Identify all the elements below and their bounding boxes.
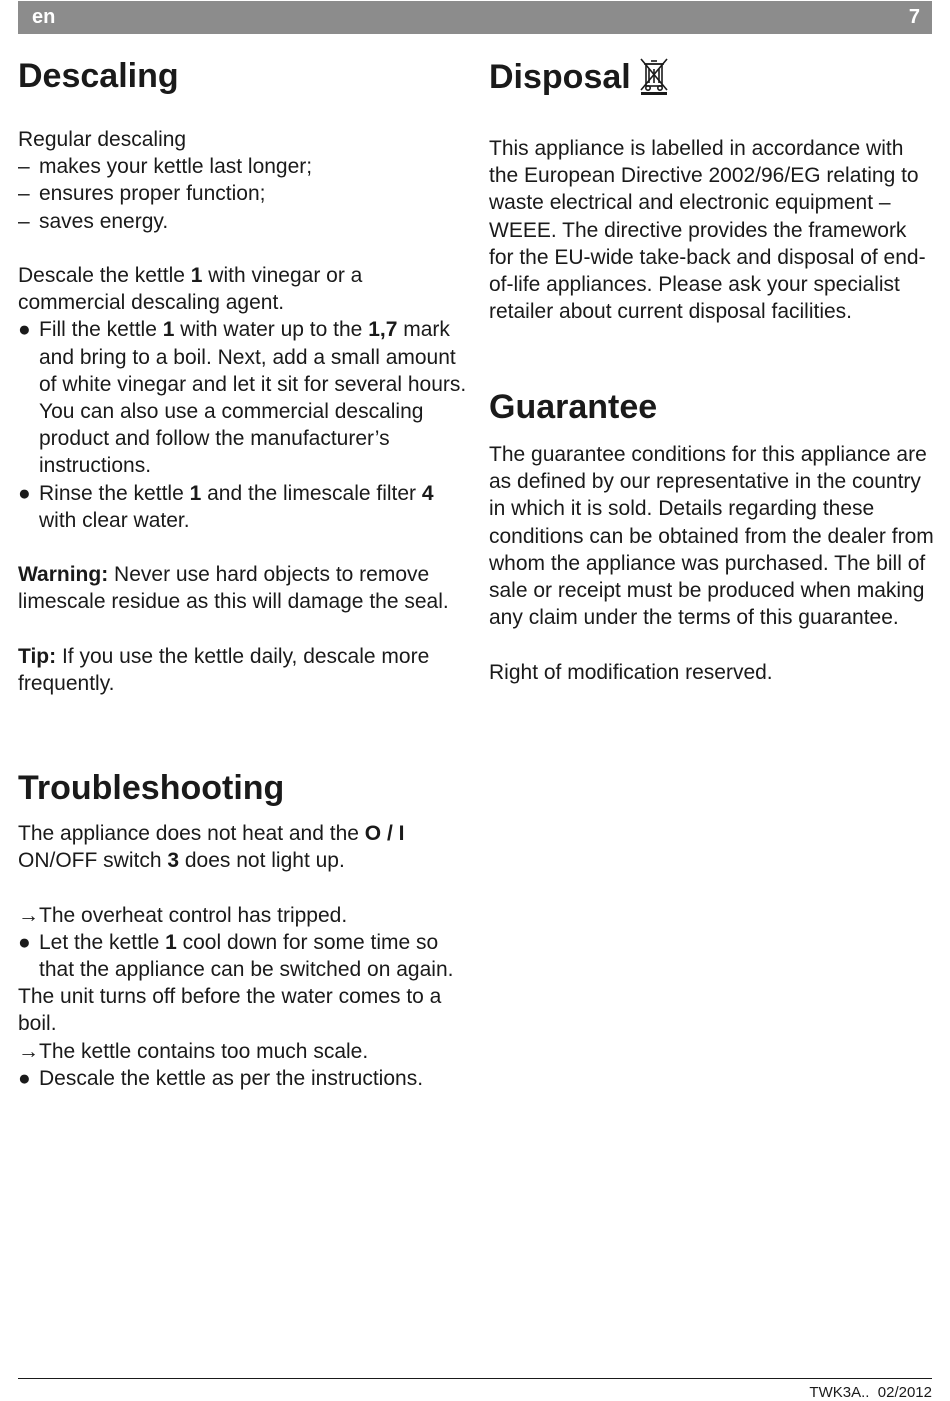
arrow-icon: → bbox=[18, 903, 39, 927]
remedy-2: ● Descale the kettle as per the instructions. bbox=[18, 1065, 468, 1092]
disposal-text: This appliance is labelled in accordance with the European Directive 2002/96/EG relating to waste electrical and electronic equipment – WEEE. The directive provides the framework for the EU-wide take-back and disposal of end-of-life appliances. Please ask your specialist retailer about current disposal facilities. bbox=[489, 137, 926, 324]
descaling-step: ● Rinse the kettle 1 and the limescale filter 4 with clear water. bbox=[18, 481, 434, 532]
symptom-2: The unit turns off before the water comes to a boil. bbox=[18, 985, 442, 1036]
bullet-icon: ● bbox=[18, 1066, 31, 1090]
benefit-item: – ensures proper function; bbox=[18, 180, 468, 207]
language-label: en bbox=[32, 6, 56, 28]
troubleshooting-title: Troubleshooting bbox=[18, 769, 285, 807]
guarantee-section bbox=[489, 387, 934, 686]
cause-1: →The overheat control has tripped. bbox=[18, 903, 348, 927]
benefit-item: – saves energy. bbox=[18, 208, 468, 235]
edition-date: 02/2012 bbox=[877, 1384, 932, 1401]
bullet-icon: ● bbox=[18, 318, 31, 342]
dash-icon: – bbox=[18, 155, 30, 179]
descaling-agent-text: Descale the kettle 1 with vinegar or a commercial descaling agent. bbox=[18, 264, 363, 315]
page-number: 7 bbox=[908, 6, 920, 28]
modification-note: Right of modification reserved. bbox=[489, 660, 773, 684]
disposal-title: Disposal bbox=[489, 56, 934, 105]
descaling-title: Descaling bbox=[18, 57, 179, 95]
guarantee-text: The guarantee conditions for this appliance are as defined by our representative in the country in which it is sold. Details regarding these conditions can be obtained from the dealer from whom the appliance was purchased. The bill of sale or receipt must be produced when making any claim under the terms of this guarantee. bbox=[489, 443, 934, 630]
benefit-item: – makes your kettle last longer; bbox=[18, 153, 468, 180]
dash-icon: – bbox=[18, 209, 30, 233]
bullet-icon: ● bbox=[18, 930, 31, 954]
remedy-1: ● Let the kettle 1 cool down for some time so that the appliance can be switched on again. bbox=[18, 930, 454, 981]
disposal-section bbox=[489, 56, 934, 325]
guarantee-title: Guarantee bbox=[489, 388, 658, 426]
tip-note: Tip: If you use the kettle daily, descale more frequently. bbox=[18, 644, 430, 696]
symptom-1: The appliance does not heat and the O / I ON/OFF switch 3 does not light up. bbox=[18, 822, 405, 873]
crossed-out-bin-icon bbox=[639, 56, 669, 105]
descaling-step: ● Fill the kettle 1 with water up to the 1,7 mark and bring to a boil. Next, add a small amount of white vinegar and let it sit for several hours. You can also use a commercial descaling product and follow the manufacturer’s instructions. bbox=[18, 318, 467, 478]
bullet-icon: ● bbox=[18, 481, 31, 505]
dash-icon: – bbox=[18, 182, 30, 206]
page-header bbox=[18, 1, 932, 34]
footer-reference bbox=[809, 1384, 932, 1401]
model-code: TWK3A.. bbox=[809, 1384, 870, 1401]
footer-rule bbox=[18, 1378, 932, 1379]
descaling-intro: Regular descaling bbox=[18, 128, 187, 151]
arrow-icon: → bbox=[18, 1039, 39, 1063]
cause-2: →The kettle contains too much scale. bbox=[18, 1039, 369, 1063]
troubleshooting-section bbox=[18, 768, 468, 1092]
warning-note: Warning: Never use hard objects to remove limescale residue as this will damage the seal. bbox=[18, 563, 449, 614]
descaling-section bbox=[18, 56, 468, 697]
